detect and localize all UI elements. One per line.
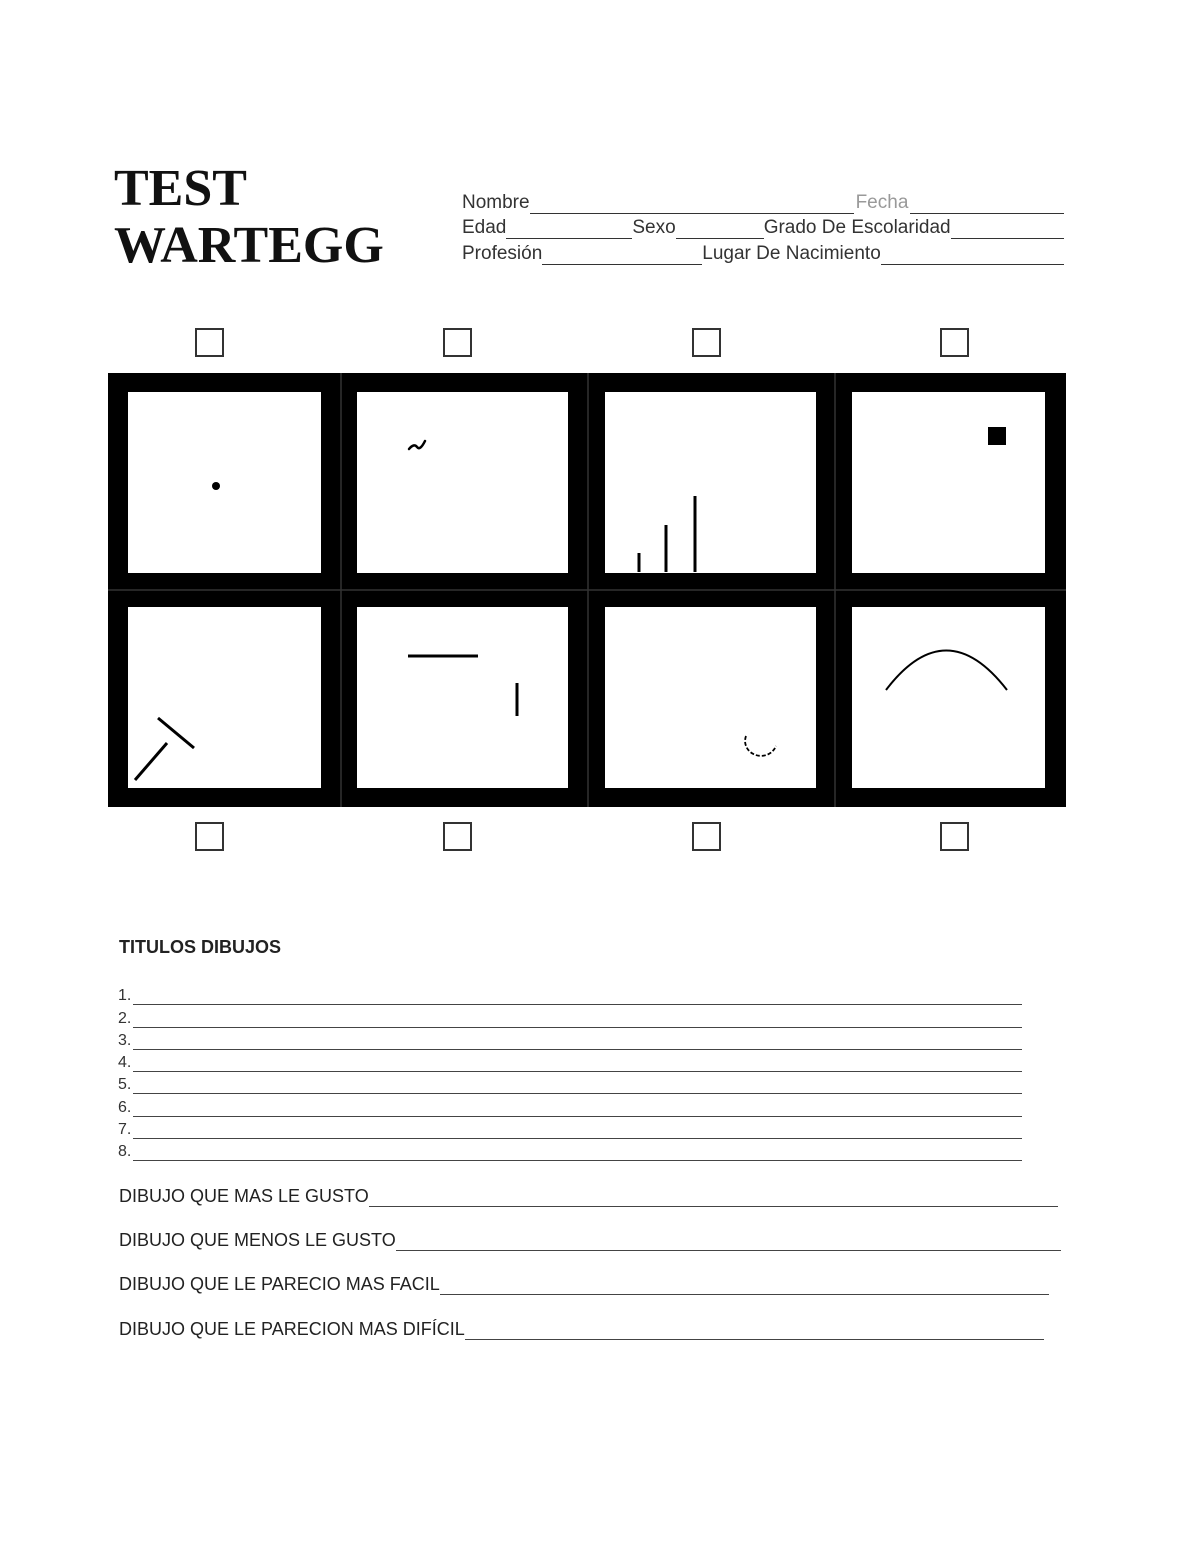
title-number: 7. [118, 1121, 132, 1139]
nombre-label: Nombre [462, 191, 530, 213]
stimulus-diagonal-line-b [135, 743, 167, 780]
least-liked-label: DIBUJO QUE MENOS LE GUSTO [119, 1230, 396, 1250]
nombre-field[interactable] [530, 195, 854, 214]
title-field-2[interactable] [133, 1011, 1022, 1028]
title-line-1: TEST [114, 160, 247, 217]
title-number: 2. [118, 1009, 132, 1027]
title-row-1 [118, 983, 1022, 1005]
drawing-titles-list [118, 983, 1022, 1161]
title-row-4 [118, 1050, 1022, 1072]
title-field-7[interactable] [133, 1122, 1022, 1139]
checkbox-drawing-7[interactable] [692, 822, 721, 851]
checkbox-drawing-6[interactable] [443, 822, 472, 851]
question-easiest [119, 1273, 1049, 1295]
title-row-6 [118, 1094, 1022, 1116]
checkbox-drawing-3[interactable] [692, 328, 721, 357]
profesion-label: Profesión [462, 242, 543, 264]
title-row-8 [118, 1139, 1022, 1161]
title-row-3 [118, 1028, 1022, 1050]
stimulus-square [988, 427, 1006, 445]
checkbox-drawing-1[interactable] [195, 328, 224, 357]
field-row-edad [462, 214, 1064, 240]
stimulus-dotted-arc [745, 736, 776, 756]
question-hardest [119, 1318, 1044, 1340]
sexo-field[interactable] [676, 220, 764, 239]
title-field-3[interactable] [133, 1033, 1022, 1050]
lugar-field[interactable] [881, 246, 1064, 265]
section-title: TITULOS DIBUJOS [119, 937, 282, 957]
drawing-board [108, 373, 1066, 807]
title-field-1[interactable] [133, 988, 1022, 1005]
fecha-label: Fecha [855, 191, 909, 213]
title-field-6[interactable] [133, 1100, 1022, 1117]
lugar-label: Lugar De Nacimiento [702, 242, 881, 264]
field-row-profesion [462, 239, 1064, 265]
title-field-8[interactable] [133, 1144, 1022, 1161]
question-least-liked [119, 1229, 1061, 1251]
checkbox-drawing-4[interactable] [940, 328, 969, 357]
edad-label: Edad [462, 217, 507, 238]
sexo-label: Sexo [632, 217, 676, 238]
title-number: 8. [118, 1143, 132, 1161]
easiest-label: DIBUJO QUE LE PARECIO MAS FACIL [119, 1274, 440, 1294]
most-liked-label: DIBUJO QUE MAS LE GUSTO [119, 1186, 369, 1206]
stimulus-arc [886, 651, 1007, 691]
checkbox-drawing-2[interactable] [443, 328, 472, 357]
grado-field[interactable] [951, 220, 1064, 239]
title-row-7 [118, 1117, 1022, 1139]
stimulus-wave [409, 441, 425, 449]
title-number: 6. [118, 1098, 132, 1116]
title-number: 4. [118, 1054, 132, 1072]
fecha-field[interactable] [910, 195, 1064, 214]
checkbox-drawing-5[interactable] [195, 822, 224, 851]
question-most-liked [119, 1185, 1058, 1207]
edad-field[interactable] [506, 220, 632, 239]
title-field-4[interactable] [133, 1055, 1022, 1072]
checkbox-drawing-8[interactable] [940, 822, 969, 851]
easiest-field[interactable] [440, 1276, 1049, 1295]
title-number: 1. [118, 987, 132, 1005]
personal-data-form [462, 188, 1064, 265]
test-title [114, 160, 384, 274]
field-row-nombre [462, 188, 1064, 214]
title-field-5[interactable] [133, 1077, 1022, 1094]
title-line-2: WARTEGG [114, 217, 384, 274]
hardest-label: DIBUJO QUE LE PARECION MAS DIFÍCIL [119, 1319, 465, 1339]
profesion-field[interactable] [542, 246, 702, 265]
grado-label: Grado De Escolaridad [763, 217, 951, 238]
stimulus-layer [108, 373, 1066, 807]
title-row-5 [118, 1072, 1022, 1094]
most-liked-field[interactable] [369, 1188, 1058, 1207]
title-number: 3. [118, 1031, 132, 1049]
hardest-field[interactable] [465, 1321, 1044, 1340]
title-row-2 [118, 1005, 1022, 1027]
stimulus-dot [212, 482, 220, 490]
least-liked-field[interactable] [396, 1232, 1061, 1251]
title-number: 5. [118, 1076, 132, 1094]
stimulus-diagonal-line-a [158, 718, 194, 748]
